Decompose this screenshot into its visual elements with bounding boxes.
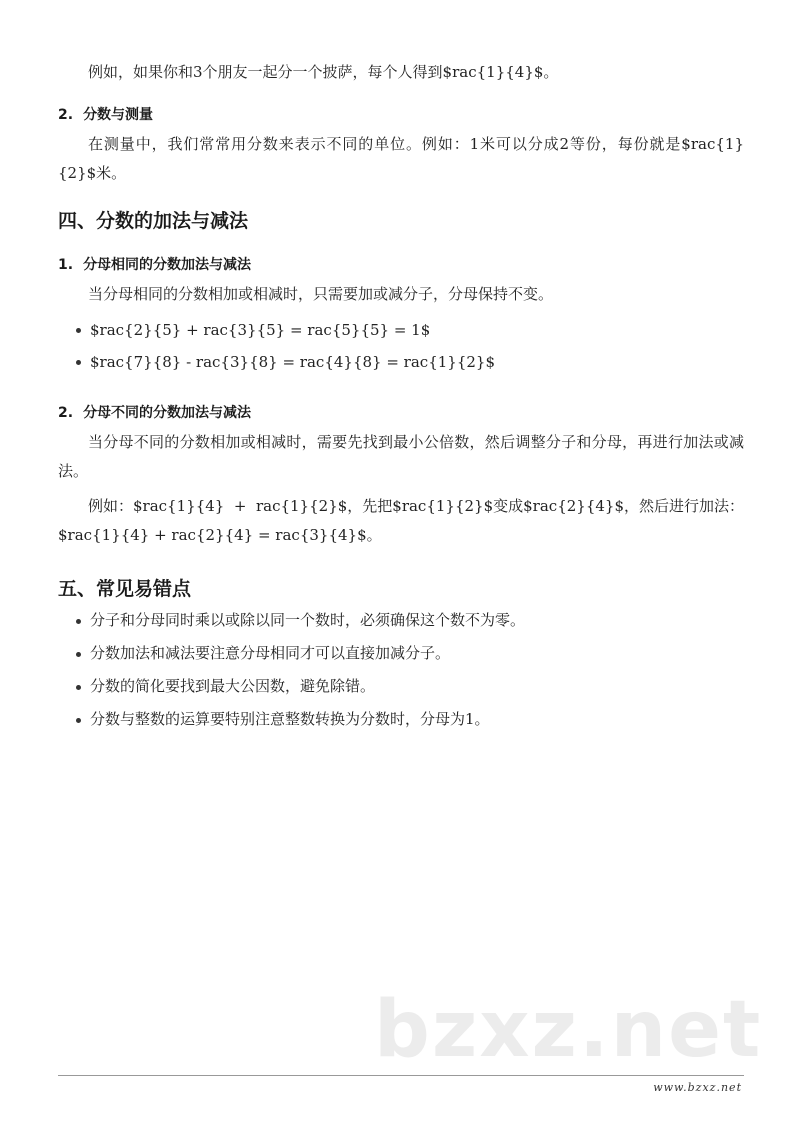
section-heading-addition: 四、分数的加法与减法	[58, 210, 249, 232]
measure-paragraph: 在测量中，我们常常用分数来表示不同的单位。例如：1米可以分成2等份，每份就是$rac{1}{2}$米。	[58, 135, 744, 182]
watermark-logo: bzxz.net	[374, 985, 763, 1075]
list-item: $rac{2}{5} + rac{3}{5} = rac{5}{5} = 1$	[76, 314, 495, 346]
same-denominator-paragraph: 当分母相同的分数相加或相减时，只需要加或减分子，分母保持不变。	[88, 285, 554, 303]
list-item: 分数的简化要找到最大公因数，避免除错。	[76, 670, 525, 703]
subheading-same-denominator	[58, 254, 251, 274]
subheading-different-denominator	[58, 402, 251, 422]
footer-divider	[58, 1075, 744, 1076]
subheading-title: 分母不同的分数加法与减法	[83, 405, 252, 421]
same-denominator-examples	[76, 314, 495, 378]
subheading-title: 分数与测量	[83, 107, 154, 123]
subheading-title: 分母相同的分数加法与减法	[83, 257, 252, 273]
subheading-measure	[58, 104, 153, 124]
different-denominator-example: 例如：$rac{1}{4} + rac{1}{2}$，先把$rac{1}{2}$变成$rac{2}{4}$，然后进行加法：$rac{1}{4} + rac{2}{4} = rac{3}{4}$。	[58, 497, 745, 544]
list-item: 分数与整数的运算要特别注意整数转换为分数时，分母为1。	[76, 703, 525, 736]
different-denominator-paragraph: 当分母不同的分数相加或相减时，需要先找到最小公倍数，然后调整分子和分母，再进行加法或减法。	[58, 433, 744, 480]
list-item: 分子和分母同时乘以或除以同一个数时，必须确保这个数不为零。	[76, 604, 525, 637]
section-heading-mistakes: 五、常见易错点	[58, 578, 192, 600]
mistakes-list	[76, 604, 525, 736]
list-item: $rac{7}{8} - rac{3}{8} = rac{4}{8} = rac{1}{2}$	[76, 346, 495, 378]
subheading-number: 2.	[58, 405, 74, 421]
list-item: 分数加法和减法要注意分母相同才可以直接加减分子。	[76, 637, 525, 670]
footer-link[interactable]: www.bzxz.net	[653, 1081, 742, 1094]
pizza-example: 例如，如果你和3个朋友一起分一个披萨，每个人得到$rac{1}{4}$。	[88, 63, 559, 81]
subheading-number: 1.	[58, 257, 74, 273]
subheading-number: 2.	[58, 107, 74, 123]
